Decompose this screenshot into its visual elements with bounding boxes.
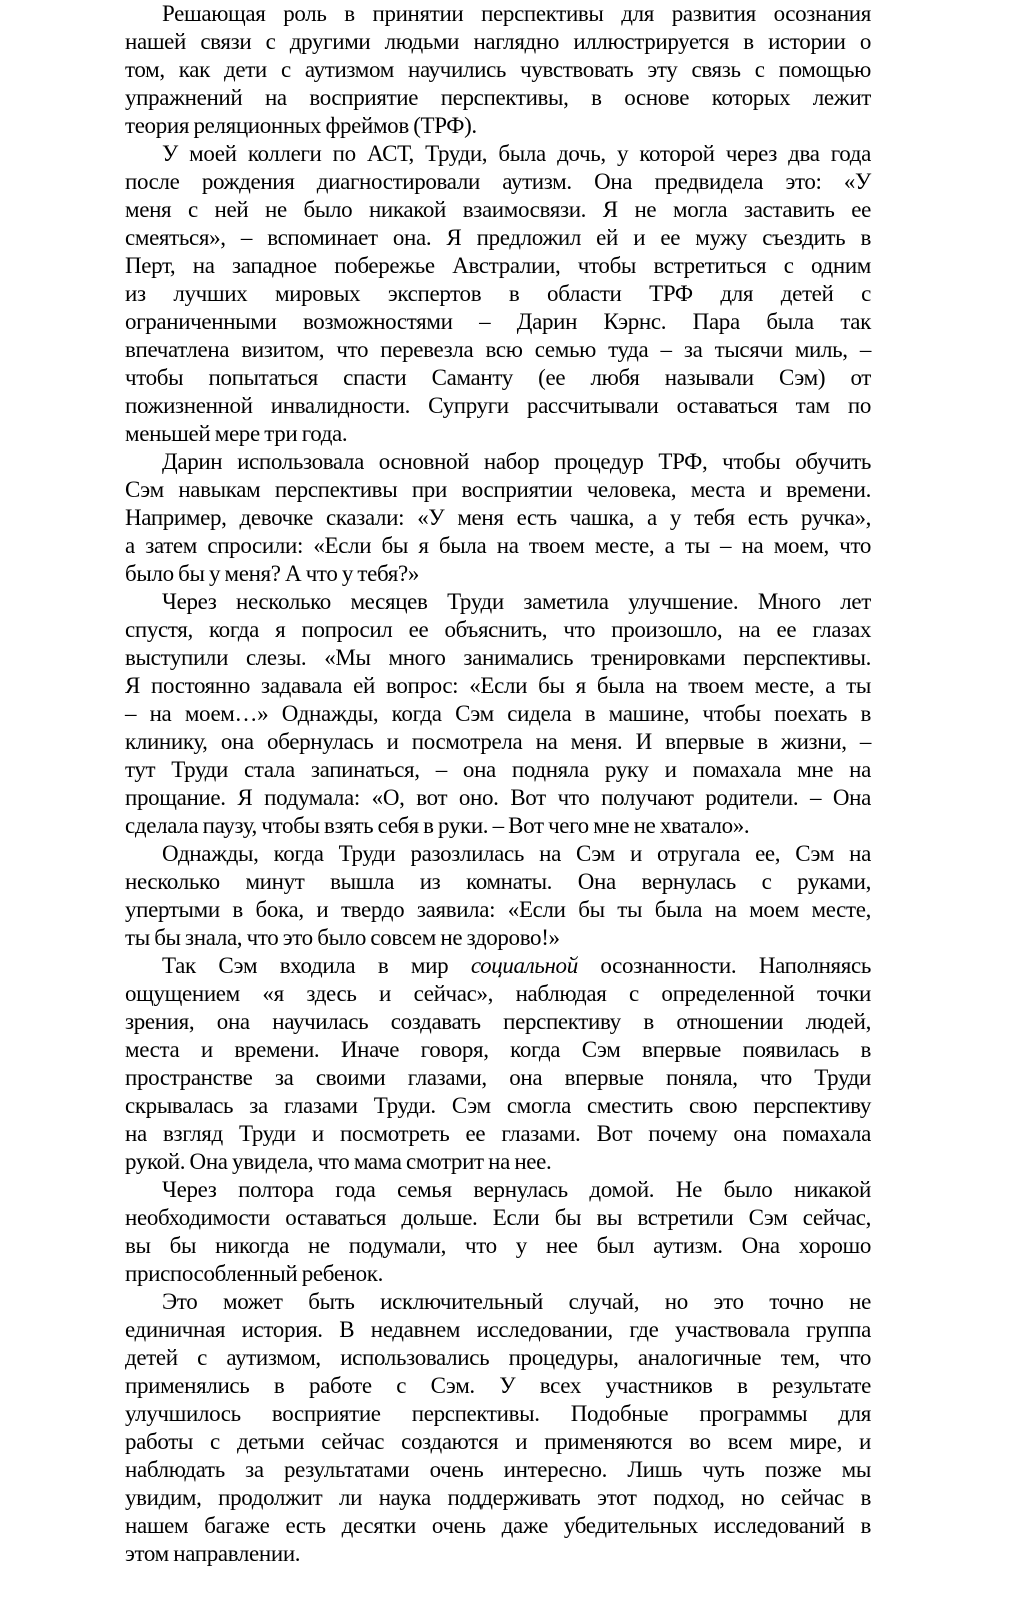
text-line: вы бы никогда не подумали, что у нее был аутизм. Она хорошо xyxy=(125,1233,871,1258)
text-line: нашем багаже есть десятки очень даже убедительных исследований в xyxy=(125,1513,871,1538)
text-line: меня с ней не было никакой взаимосвязи. Я не могла заставить ее xyxy=(125,197,871,222)
text-line: меньшей мере три года. xyxy=(125,421,348,446)
text-line: теория реляционных фреймов (ТРФ). xyxy=(125,113,477,138)
text-line: спустя, когда я попросил ее объяснить, что произошло, на ее глазах xyxy=(125,617,871,642)
text-line: Это может быть исключительный случай, но это точно не xyxy=(162,1289,871,1314)
text-line: впечатлена визитом, что перевезла всю семью туда – за тысячи миль, – xyxy=(125,337,871,362)
paragraph-1 xyxy=(125,0,871,140)
text-line xyxy=(125,952,871,980)
text-line: улучшилось восприятие перспективы. Подобные программы для xyxy=(125,1401,871,1426)
text-line: Сэм навыкам перспективы при восприятии человека, места и времени. xyxy=(125,477,871,502)
paragraph-6 xyxy=(125,952,871,1176)
text-run: Так Сэм входила в мир xyxy=(162,953,449,978)
emphasized-word: социальной xyxy=(470,953,578,978)
text-line: Я постоянно задавала ей вопрос: «Если бы я была на твоем месте, а ты xyxy=(125,673,871,698)
text-line: нашей связи с другими людьми наглядно иллюстрируется в истории о xyxy=(125,29,871,54)
text-line: сделала паузу, чтобы взять себя в руки. – Вот чего мне не хватало». xyxy=(125,813,750,838)
text-line: единичная история. В недавнем исследовании, где участвовала группа xyxy=(125,1317,871,1342)
document-page xyxy=(125,0,871,1568)
text-line: ты бы знала, что это было совсем не здорово!» xyxy=(125,925,560,950)
text-line: Дарин использовала основной набор процедур ТРФ, чтобы обучить xyxy=(162,449,871,474)
paragraph-2 xyxy=(125,140,871,448)
text-line: пожизненной инвалидности. Супруги рассчитывали оставаться там по xyxy=(125,393,871,418)
text-line: тут Труди стала запинаться, – она подняла руку и помахала мне на xyxy=(125,757,871,782)
text-line: приспособленный ребенок. xyxy=(125,1261,384,1286)
text-line: ограниченными возможностями – Дарин Кэрнс. Пара была так xyxy=(125,309,871,334)
text-line: упертыми в бока, и твердо заявила: «Если бы ты была на моем месте, xyxy=(125,897,871,922)
paragraph-4 xyxy=(125,588,871,840)
text-line: работы с детьми сейчас создаются и применяются во всем мире, и xyxy=(125,1429,871,1454)
text-line: было бы у меня? А что у тебя?» xyxy=(125,561,419,586)
text-line: места и времени. Иначе говоря, когда Сэм впервые появилась в xyxy=(125,1037,871,1062)
text-line: Через полтора года семья вернулась домой. Не было никакой xyxy=(162,1177,871,1202)
text-line: наблюдать за результатами очень интересно. Лишь чуть позже мы xyxy=(125,1457,871,1482)
text-line: после рождения диагностировали аутизм. Она предвидела это: «У xyxy=(125,169,871,194)
paragraph-7 xyxy=(125,1176,871,1288)
text-line: применялись в работе с Сэм. У всех участников в результате xyxy=(125,1373,871,1398)
text-line: Решающая роль в принятии перспективы для развития осознания xyxy=(162,1,871,26)
text-line: на взгляд Труди и посмотреть ее глазами. Вот почему она помахала xyxy=(125,1121,871,1146)
text-line: Однажды, когда Труди разозлилась на Сэм и отругала ее, Сэм на xyxy=(162,841,871,866)
text-line: выступили слезы. «Мы много занимались тренировками перспективы. xyxy=(125,645,871,670)
text-line: У моей коллеги по АСТ, Труди, была дочь, у которой через два года xyxy=(162,141,871,166)
text-line: детей с аутизмом, использовались процедуры, аналогичные тем, что xyxy=(125,1345,871,1370)
paragraph-5 xyxy=(125,840,871,952)
text-line: Перт, на западное побережье Австралии, чтобы встретиться с одним xyxy=(125,253,871,278)
text-line: клинику, она обернулась и посмотрела на меня. И впервые в жизни, – xyxy=(125,729,871,754)
text-line: из лучших мировых экспертов в области ТРФ для детей с xyxy=(125,281,871,306)
text-line: этом направлении. xyxy=(125,1541,301,1566)
text-line: увидим, продолжит ли наука поддерживать этот подход, но сейчас в xyxy=(125,1485,871,1510)
paragraph-3 xyxy=(125,448,871,588)
text-line: а затем спросили: «Если бы я была на твоем месте, а ты – на моем, что xyxy=(125,533,871,558)
text-line: том, как дети с аутизмом научились чувствовать эту связь с помощью xyxy=(125,57,871,82)
text-line: необходимости оставаться дольше. Если бы вы встретили Сэм сейчас, xyxy=(125,1205,871,1230)
text-line: смеяться», – вспоминает она. Я предложил ей и ее мужу съездить в xyxy=(125,225,871,250)
text-line: чтобы попытаться спасти Саманту (ее любя называли Сэм) от xyxy=(125,365,871,390)
text-line: скрывалась за глазами Труди. Сэм смогла сместить свою перспективу xyxy=(125,1093,871,1118)
text-line: зрения, она научилась создавать перспективу в отношении людей, xyxy=(125,1009,871,1034)
text-line: Например, девочке сказали: «У меня есть чашка, а у тебя есть ручка», xyxy=(125,505,871,530)
text-line: Через несколько месяцев Труди заметила улучшение. Много лет xyxy=(162,589,871,614)
text-line: ощущением «я здесь и сейчас», наблюдая с определенной точки xyxy=(125,981,871,1006)
text-line: рукой. Она увидела, что мама смотрит на нее. xyxy=(125,1149,552,1174)
text-line: несколько минут вышла из комнаты. Она вернулась с руками, xyxy=(125,869,871,894)
text-line: прощание. Я подумала: «О, вот оно. Вот что получают родители. – Она xyxy=(125,785,871,810)
text-line: пространстве за своими глазами, она впервые поняла, что Труди xyxy=(125,1065,871,1090)
text-line: – на моем…» Однажды, когда Сэм сидела в машине, чтобы поехать в xyxy=(125,701,871,726)
text-line: упражнений на восприятие перспективы, в основе которых лежит xyxy=(125,85,871,110)
text-run: осознанности. Наполняясь xyxy=(600,953,871,978)
paragraph-8 xyxy=(125,1288,871,1568)
